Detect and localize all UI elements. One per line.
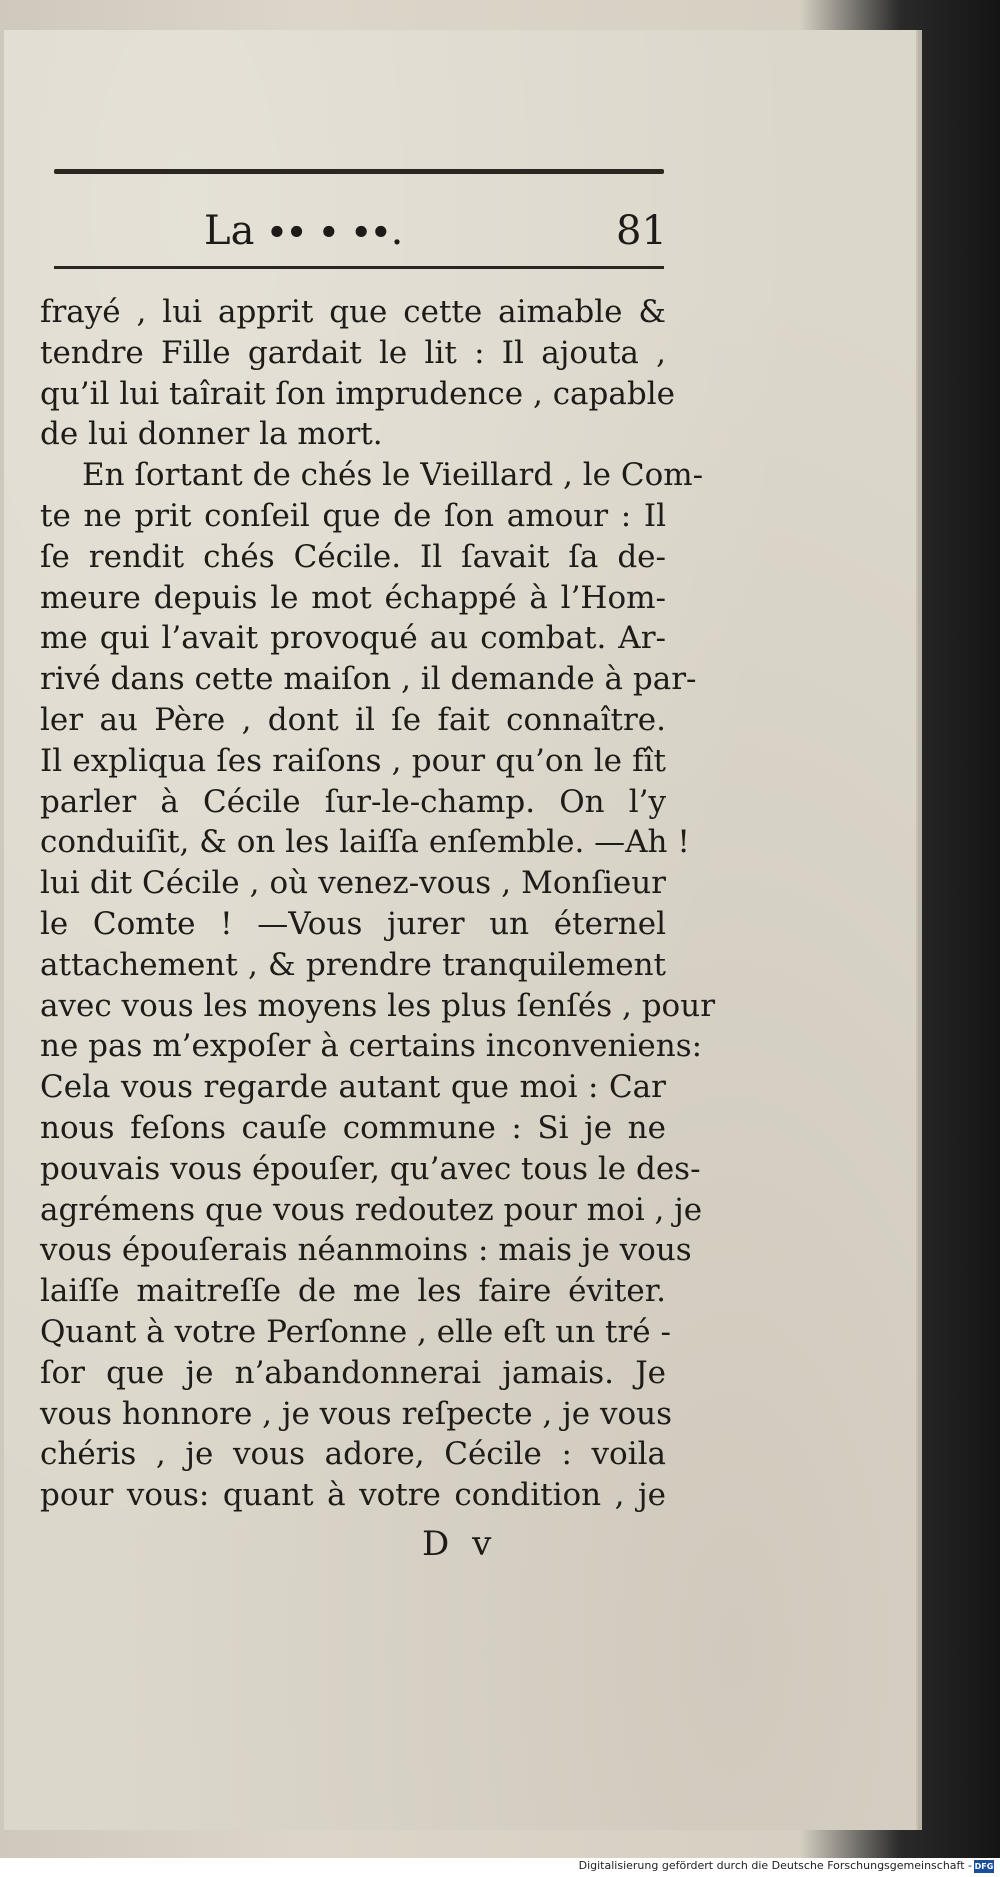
text-line: vous épouſerais néanmoins : mais je vous [40, 1232, 692, 1269]
text-line: tendre Fille gardait le lit : Il ajouta , [40, 334, 666, 371]
text-line: parler à Cécile ſur-le-champ. On l’y [40, 783, 666, 820]
text-line: frayé , lui apprit que cette aimable & [40, 294, 666, 330]
text-line: meure depuis le mot échappé à l’Hom- [40, 579, 666, 616]
text-line: vous honnore , je vous reſpecte , je vous [40, 1395, 672, 1432]
header-rule-top [54, 169, 664, 174]
text-line: conduiſit, & on les laiſſa enſemble. —Ah ! [40, 824, 690, 861]
text-line: pouvais vous épouſer, qu’avec tous le des- [40, 1150, 701, 1187]
text-line: ne pas m’expoſer à certains inconveniens: [40, 1028, 703, 1065]
text-line: qu’il lui taîrait ſon imprudence , capable [40, 375, 675, 412]
text-line: chéris , je vous adore, Cécile : voila [40, 1436, 666, 1473]
text-line: de lui donner la mort. [40, 416, 383, 453]
header-rule-bottom [54, 266, 664, 269]
text-line: ler au Père , dont il ſe fait connaître. [40, 701, 666, 738]
text-line: ſe rendit chés Cécile. Il ſavait ſa de- [40, 538, 666, 575]
text-line: laiſſe maitreſſe de me les faire éviter. [40, 1273, 666, 1310]
text-line: nous feſons cauſe commune : Si je ne [40, 1109, 666, 1146]
book-page [4, 30, 918, 1830]
text-line: le Comte ! —Vous jurer un éternel [40, 905, 666, 942]
text-line: En ſortant de chés le Vieillard , le Com- [82, 457, 704, 494]
text-line: ſor que je n’abandonnerai jamais. Je [40, 1354, 666, 1391]
text-line: pour vous: quant à votre condition , je [40, 1477, 666, 1514]
text-line: Cela vous regarde autant que moi : Car [40, 1069, 666, 1106]
text-line: attachement , & prendre tranquilement [40, 946, 666, 983]
running-head: La ∙∙ ∙ ∙∙. [204, 208, 404, 254]
page-number: 81 [616, 208, 667, 254]
body-text [40, 292, 716, 1516]
text-line: te ne prit conſeil que de ſon amour : Il [40, 497, 666, 534]
text-line: me qui l’avait provoqué au combat. Ar- [40, 620, 666, 657]
text-line: rivé dans cette maiſon , il demande à par- [40, 661, 697, 698]
text-line: lui dit Cécile , où venez-vous , Monſieur [40, 865, 666, 902]
text-line: agrémens que vous redoutez pour moi , je [40, 1191, 703, 1228]
catchword-signature: D v [422, 1524, 498, 1564]
text-line: avec vous les moyens les plus ſenſés , pour [40, 987, 716, 1024]
text-line: Quant à votre Perſonne , elle eſt un tré - [40, 1313, 671, 1350]
footer-credit: Digitalisierung gefördert durch die Deutsche Forschungsgemeinschaft - [578, 1859, 972, 1872]
text-line: Il expliqua ſes raiſons , pour qu’on le fît [40, 742, 666, 779]
dfg-logo-icon: DFG [974, 1862, 994, 1871]
